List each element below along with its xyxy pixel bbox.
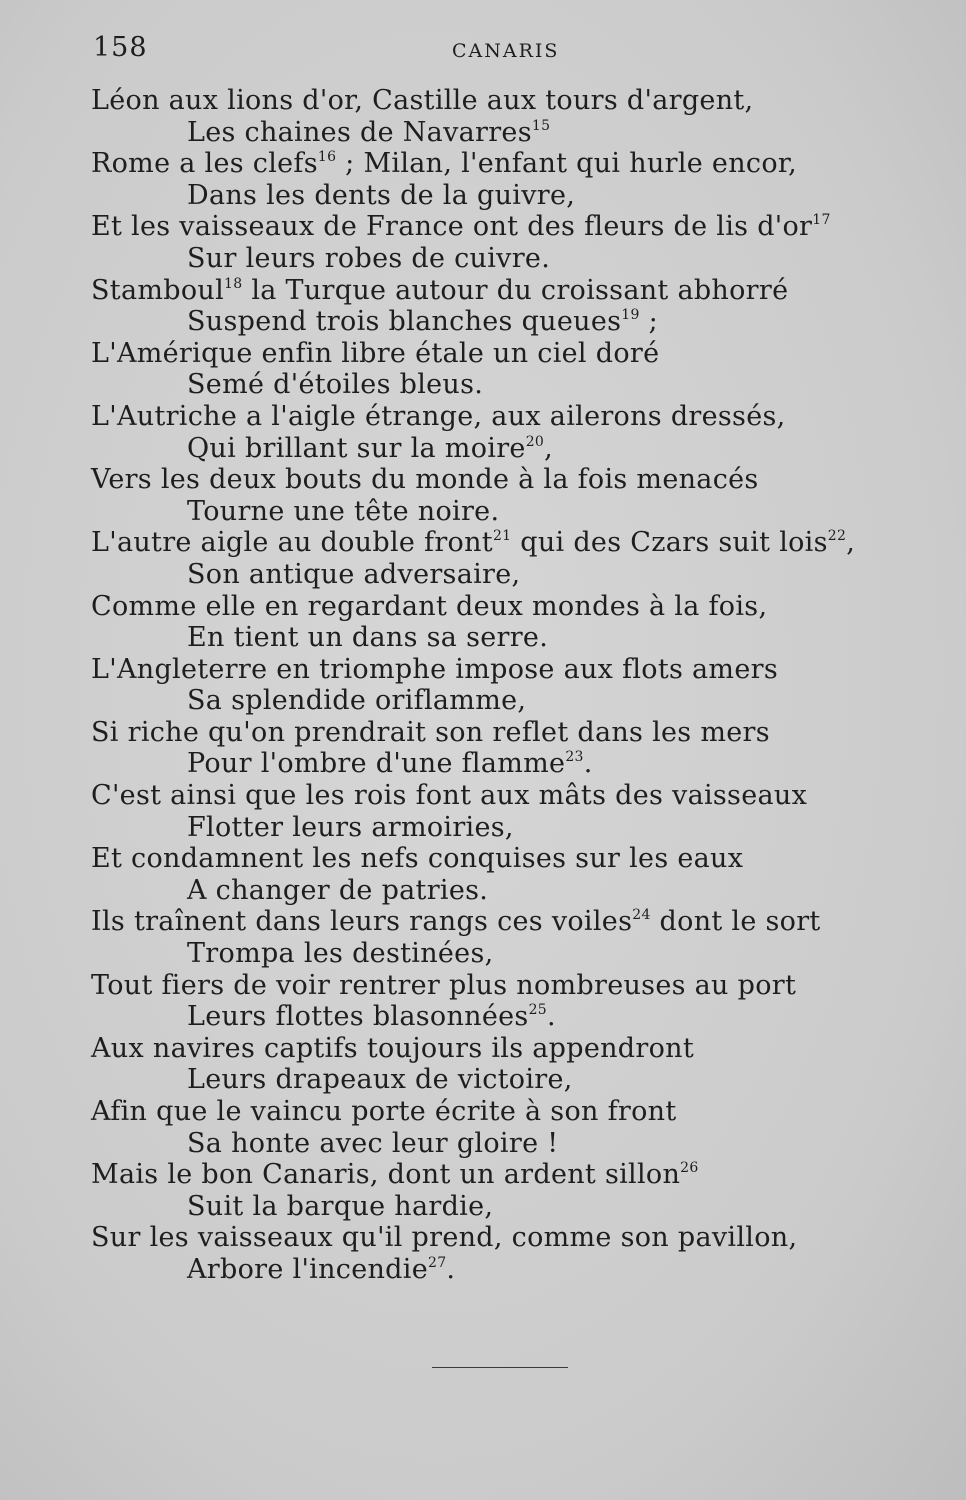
poem-line [91,1001,951,1033]
footnote-ref: 25 [528,1002,547,1019]
footnote-ref: 26 [680,1160,699,1177]
line-text: qui des Czars suit lois [511,527,828,559]
footnote-ref: 18 [224,275,243,292]
line-text: Sa splendide oriflamme, [187,685,527,717]
poem-line [91,1191,951,1223]
line-text: , [846,527,856,559]
poem-line [91,591,951,623]
footnote-ref: 20 [525,433,545,450]
poem-line [91,243,951,275]
line-text: Léon aux lions d'or, Castille aux tours d'argent, [91,85,754,116]
poem-line [91,938,951,970]
line-text: Semé d'étoiles bleus. [187,369,484,401]
footnote-ref: 23 [565,749,584,766]
poem-line [91,970,951,1002]
line-text: Les chaines de Navarres [187,116,532,148]
poem-line [91,622,951,654]
line-text: ; Milan, l'enfant qui hurle encor, [336,148,798,180]
poem-line [91,433,951,465]
line-text: Son antique adversaire, [187,558,521,590]
line-text: ; [639,306,658,338]
poem-line [91,527,951,559]
line-text: Flotter leurs armoiries, [187,811,514,843]
line-text: Leurs flottes blasonnées [187,1001,529,1033]
line-text: Leurs drapeaux de victoire, [187,1064,573,1096]
line-text: Si riche qu'on prendrait son reflet dans les mers [91,716,770,748]
poem-body [91,85,951,1286]
line-text: Pour l'ombre d'une flamme [187,748,566,780]
line-text: dont le sort [650,906,821,938]
line-text: . [546,1001,556,1033]
footnote-ref: 22 [827,528,847,545]
poem-line [91,654,951,686]
poem-line [91,401,951,433]
poem-line [91,812,951,844]
line-text: L'Amérique enfin libre étale un ciel doré [91,337,660,369]
line-text: Afin que le vaincu porte écrite à son front [91,1096,677,1127]
line-text: Stamboul [91,274,225,306]
poem-line [91,559,951,591]
poem-line [91,1096,951,1128]
line-text: Rome a les clefs [91,148,318,180]
line-text: Mais le bon Canaris, dont un ardent sillon [91,1159,681,1191]
line-text: la Turque autour du croissant abhorré [242,274,789,306]
line-text: Et les vaisseaux de France ont des fleurs de lis d'or [91,211,813,243]
line-text: Sa honte avec leur gloire ! [187,1127,559,1159]
line-text: . [446,1253,456,1285]
line-text: Dans les dents de la guivre, [187,179,576,211]
poem-line [91,1222,951,1254]
poem-line [91,85,951,117]
footnote-ref: 16 [317,149,337,166]
poem-line [91,464,951,496]
line-text: A changer de patries. [187,874,489,906]
poem-line [91,180,951,212]
poem-line [91,117,951,149]
poem-line [91,306,951,338]
footnote-ref: 19 [621,307,640,324]
poem-line [91,906,951,938]
poem-line [91,275,951,307]
line-text: Comme elle en regardant deux mondes à la fois, [91,590,768,622]
line-text: En tient un dans sa serre. [187,622,549,654]
line-text: . [583,748,593,780]
poem-line [91,748,951,780]
line-text: Suspend trois blanches queues [187,306,622,338]
poem-line [91,1159,951,1191]
footnote-ref: 21 [492,528,512,545]
line-text: Arbore l'incendie [187,1253,428,1285]
poem-line [91,717,951,749]
poem-line [91,875,951,907]
poem-line [91,211,951,243]
line-text: Et condamnent les nefs conquises sur les eaux [91,843,744,875]
poem-line [91,369,951,401]
line-text: Sur les vaisseaux qu'il prend, comme son pavillon, [91,1222,798,1254]
line-text: Vers les deux bouts du monde à la fois menacés [91,464,759,496]
poem-line [91,1033,951,1065]
page-number: 158 [93,32,148,63]
line-text: L'Autriche a l'aigle étrange, aux ailerons dressés, [91,400,786,432]
poem-line [91,843,951,875]
poem-line [91,496,951,528]
line-text: Qui brillant sur la moire [187,432,526,464]
line-text: Sur leurs robes de cuivre. [187,242,551,274]
running-title: CANARIS [452,40,560,62]
line-text: C'est ainsi que les rois font aux mâts des vaisseaux [91,780,808,812]
line-text: L'Angleterre en triomphe impose aux flots amers [91,653,778,685]
footnote-ref: 24 [632,907,651,924]
poem-line [91,1254,951,1286]
line-text: Trompa les destinées, [187,938,494,970]
poem-line [91,780,951,812]
line-text: Tourne une tête noire. [187,495,500,527]
footnote-ref: 17 [812,212,831,229]
footnote-ref: 15 [531,117,551,134]
line-text: L'autre aigle au double front [91,527,493,559]
end-rule [432,1367,568,1368]
line-text: Tout fiers de voir rentrer plus nombreuses au port [91,969,797,1001]
poem-line [91,148,951,180]
line-text: , [544,432,553,464]
line-text: Aux navires captifs toujours ils appendront [91,1032,694,1064]
poem-line [91,1064,951,1096]
line-text: Ils traînent dans leurs rangs ces voiles [91,906,633,938]
poem-line [91,685,951,717]
poem-line [91,1128,951,1160]
poem-line [91,338,951,370]
line-text: Suit la barque hardie, [187,1190,494,1222]
footnote-ref: 27 [427,1254,447,1271]
